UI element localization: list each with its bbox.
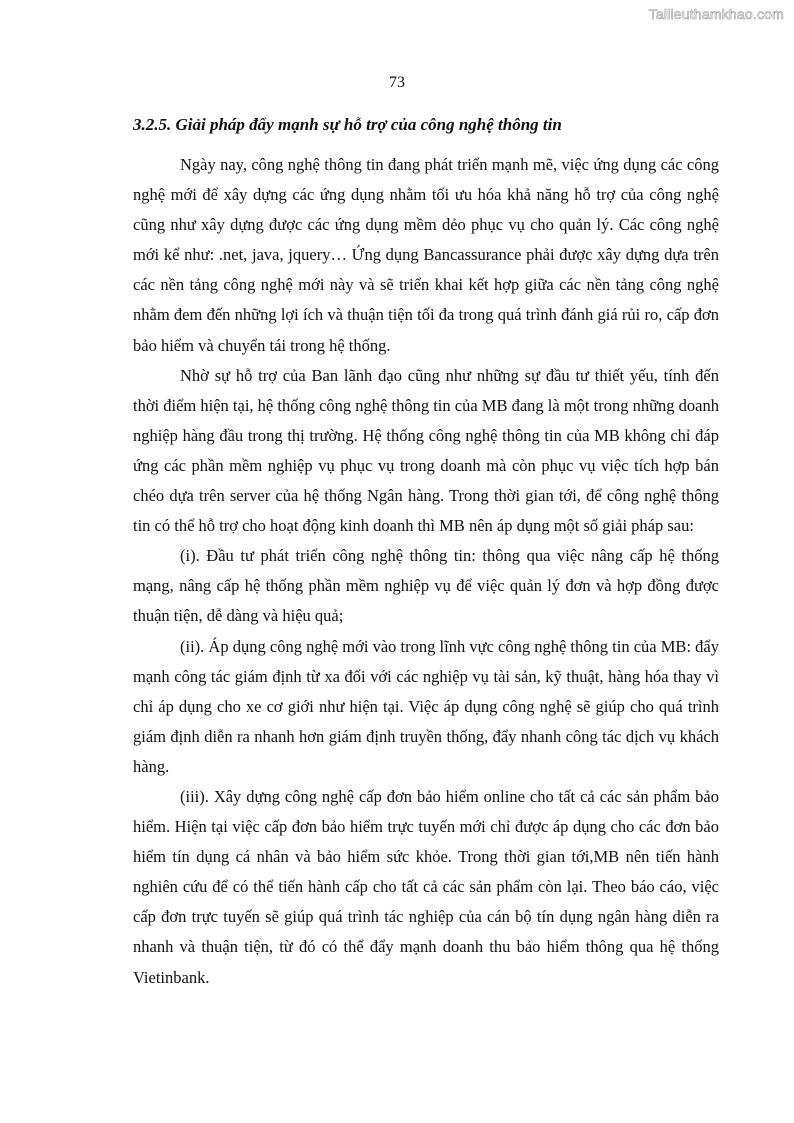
body-text [133, 150, 719, 993]
paragraph-solution-iii: (iii). Xây dựng công nghệ cấp đơn bảo hiểm online cho tất cả các sản phẩm bảo hiểm. Hiện tại việc cấp đơn bảo hiểm trực tuyến mới chỉ được áp dụng cho các đơn bảo hiểm tín dụng cá nhân và bảo hiểm sức khỏe. Trong thời gian tới,MB nên tiến hành nghiên cứu để có thể tiến hành cấp cho tất cả các sản phẩm còn lại. Theo báo cáo, việc cấp đơn trực tuyến sẽ giúp quá trình tác nghiệp của cán bộ tín dụng ngân hàng diễn ra nhanh và thuận tiện, từ đó có thể đẩy mạnh doanh thu bảo hiểm thông qua hệ thống Vietinbank. [133, 786, 719, 987]
paragraph-mb-status: Nhờ sự hỗ trợ của Ban lãnh đạo cũng như những sự đầu tư thiết yếu, tính đến thời điểm hiện tại, hệ thống công nghệ thông tin của MB đang là một trong những doanh nghiệp hàng đầu trong thị trường. Hệ thống công nghệ thông tin của MB không chỉ đáp ứng các phần mềm nghiệp vụ phục vụ trong doanh mà còn phục vụ việc tích hợp bán chéo dựa trên server của hệ thống Ngân hàng. Trong thời gian tới, để công nghệ thông tin có thể hỗ trợ cho hoạt động kinh doanh thì MB nên áp dụng một số giải pháp sau: [133, 365, 719, 536]
paragraph-intro: Ngày nay, công nghệ thông tin đang phát triển mạnh mẽ, việc ứng dụng các công nghệ mới để xây dựng các ứng dụng nhằm tối ưu hóa khả năng hỗ trợ của công nghệ cũng như xây dựng được các ứng dụng mềm dẻo phục vụ cho quản lý. Các công nghệ mới kể như: .net, java, jquery… Ứng dụng Bancassurance phải được xây dựng dựa trên các nền tảng công nghệ mới này và sẽ triển khai kết hợp giữa các nền tảng công nghệ nhằm đem đến những lợi ích và thuận tiện tối đa trong quá trình đánh giá rủi ro, cấp đơn bảo hiểm và chuyển tái trong hệ thống. [133, 155, 719, 355]
page-number: 73 [389, 74, 405, 91]
paragraph-solution-ii: (ii). Áp dụng công nghệ mới vào trong lĩnh vực công nghệ thông tin của MB: đẩy mạnh công tác giám định từ xa đối với các nghiệp vụ tài sản, kỹ thuật, hàng hóa thay vì chỉ áp dụng cho xe cơ giới như hiện tại. Việc áp dụng công nghệ sẽ giúp cho quá trình giám định diễn ra nhanh hơn giám định truyền thống, đẩy nhanh công tác dịch vụ khách hàng. [133, 636, 719, 776]
section-heading: 3.2.5. Giải pháp đẩy mạnh sự hỗ trợ của công nghệ thông tin [133, 115, 562, 134]
paragraph-solution-i: (i). Đầu tư phát triển công nghệ thông tin: thông qua việc nâng cấp hệ thống mạng, nâng cấp hệ thống phần mềm nghiệp vụ để việc quản lý đơn và hợp đồng được thuận tiện, dễ dàng và hiệu quả; [133, 546, 719, 626]
watermark: Tailieuthamkhao.com [648, 6, 784, 22]
